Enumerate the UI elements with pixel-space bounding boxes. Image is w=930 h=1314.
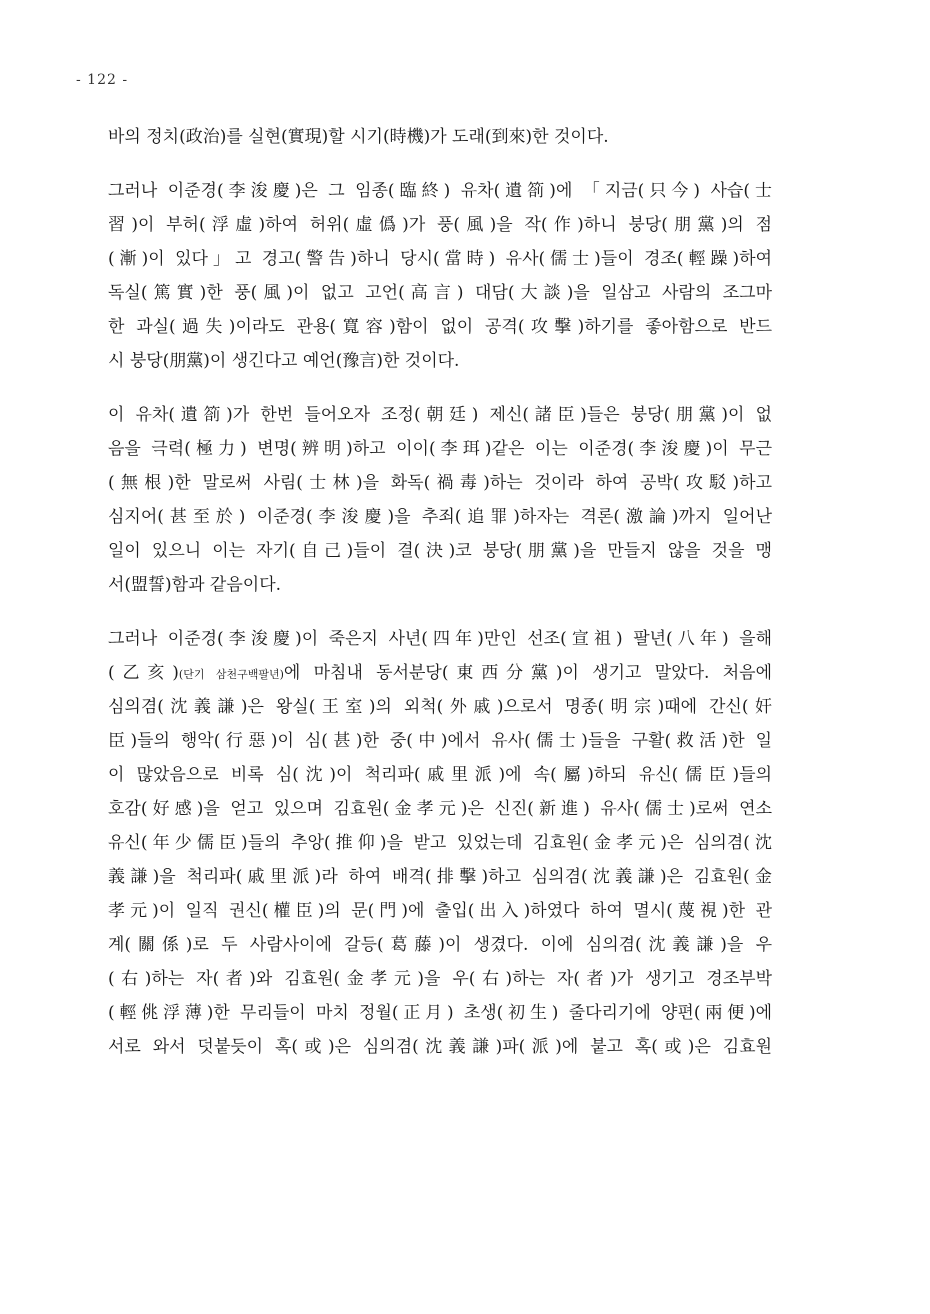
text-line: (漸)이 있다」고 경고(警告)하니 당시(當時) 유사(儒士)들이 경조(輕躁)하여 bbox=[108, 249, 772, 269]
text-line: 유신(年少儒臣)들의 추앙(推仰)을 받고 있었는데 김효원(金孝元)은 심의겸(沈 bbox=[108, 833, 772, 853]
text-line: 바의 정치(政治)를 실현(實現)할 시기(時機)가 도래(到來)한 것이다. bbox=[108, 127, 609, 147]
text-line-with-note bbox=[108, 656, 772, 690]
text-line: 그러나 이준경(李浚慶)이 죽은지 사년(四年)만인 선조(宣祖) 팔년(八年) 을해 bbox=[108, 629, 772, 649]
text-line: 호감(好感)을 얻고 있으며 김효원(金孝元)은 신진(新進) 유사(儒士)로써 연소 bbox=[108, 799, 772, 819]
text-line: 계(關係)로 두 사람사이에 갈등(葛藤)이 생겼다. 이에 심의겸(沈義謙)을 우 bbox=[108, 935, 772, 955]
text-line: 이 많았음으로 비록 심(沈)이 척리파(戚里派)에 속(屬)하되 유신(儒臣)들의 bbox=[108, 765, 772, 785]
text-line: 심의겸(沈義謙)은 왕실(王室)의 외척(外戚)으로서 명종(明宗)때에 간신(奸 bbox=[108, 697, 772, 717]
text-line: 음을 극력(極力) 변명(辨明)하고 이이(李珥)같은 이는 이준경(李浚慶)이 무근 bbox=[108, 439, 772, 459]
text-line: 일이 있으니 이는 자기(自己)들이 결(決)코 붕당(朋黨)을 만들지 않을 것을 맹 bbox=[108, 541, 772, 561]
text-line: 한 과실(過失)이라도 관용(寬容)함이 없이 공격(攻擊)하기를 좋아함으로 반드 bbox=[108, 317, 772, 337]
page-number: - 122 - bbox=[76, 72, 129, 88]
text-line: 義謙)을 척리파(戚里派)라 하여 배격(排擊)하고 심의겸(沈義謙)은 김효원(金 bbox=[108, 867, 772, 887]
text-segment: (乙亥) bbox=[108, 663, 179, 683]
text-line: 시 붕당(朋黨)이 생긴다고 예언(豫言)한 것이다. bbox=[108, 351, 460, 371]
paragraph-2 bbox=[108, 174, 772, 378]
text-line: 심지어(甚至於) 이준경(李浚慶)을 추죄(追罪)하자는 격론(激論)까지 일어난 bbox=[108, 507, 772, 527]
text-line: 臣)들의 행악(行惡)이 심(甚)한 중(中)에서 유사(儒士)들을 구활(救活)한 일 bbox=[108, 731, 772, 751]
text-line: 독실(篤實)한 풍(風)이 없고 고언(高言) 대담(大談)을 일삼고 사람의 조그마 bbox=[108, 283, 772, 303]
text-line: (輕佻浮薄)한 무리들이 마치 정월(正月) 초생(初生) 줄다리기에 양편(兩便)에 bbox=[108, 1003, 772, 1023]
paragraph-1 bbox=[108, 120, 772, 154]
text-line: (右)하는 자(者)와 김효원(金孝元)을 우(右)하는 자(者)가 생기고 경조부박 bbox=[108, 969, 772, 989]
paragraph-4 bbox=[108, 622, 772, 1064]
text-line: 習)이 부허(浮虛)하여 허위(虛僞)가 풍(風)을 작(作)하니 붕당(朋黨)의 점 bbox=[108, 215, 772, 235]
text-line: 孝元)이 일직 권신(權臣)의 문(門)에 출입(出入)하였다 하여 멸시(蔑視)한 관 bbox=[108, 901, 772, 921]
text-line: 서로 와서 덧붙듯이 혹(或)은 심의겸(沈義謙)파(派)에 붙고 혹(或)은 김효원 bbox=[108, 1037, 772, 1057]
text-line: (無根)한 말로써 사림(士林)을 화독(禍毒)하는 것이라 하여 공박(攻駁)하고 bbox=[108, 473, 772, 493]
inline-note: (단기 삼천구백팔년) bbox=[178, 668, 284, 681]
text-line: 이 유차(遺箚)가 한번 들어오자 조정(朝廷) 제신(諸臣)들은 붕당(朋黨)이 없 bbox=[108, 405, 772, 425]
text-line: 그러나 이준경(李浚慶)은 그 임종(臨終) 유차(遺箚)에 「지금(只今) 사습(士 bbox=[108, 181, 772, 201]
text-line: 서(盟誓)함과 같음이다. bbox=[108, 575, 282, 595]
paragraph-3 bbox=[108, 398, 772, 602]
text-segment: 에 마침내 동서분당(東西分黨)이 생기고 말았다. 처음에 bbox=[283, 663, 772, 683]
document-body bbox=[108, 120, 772, 1084]
